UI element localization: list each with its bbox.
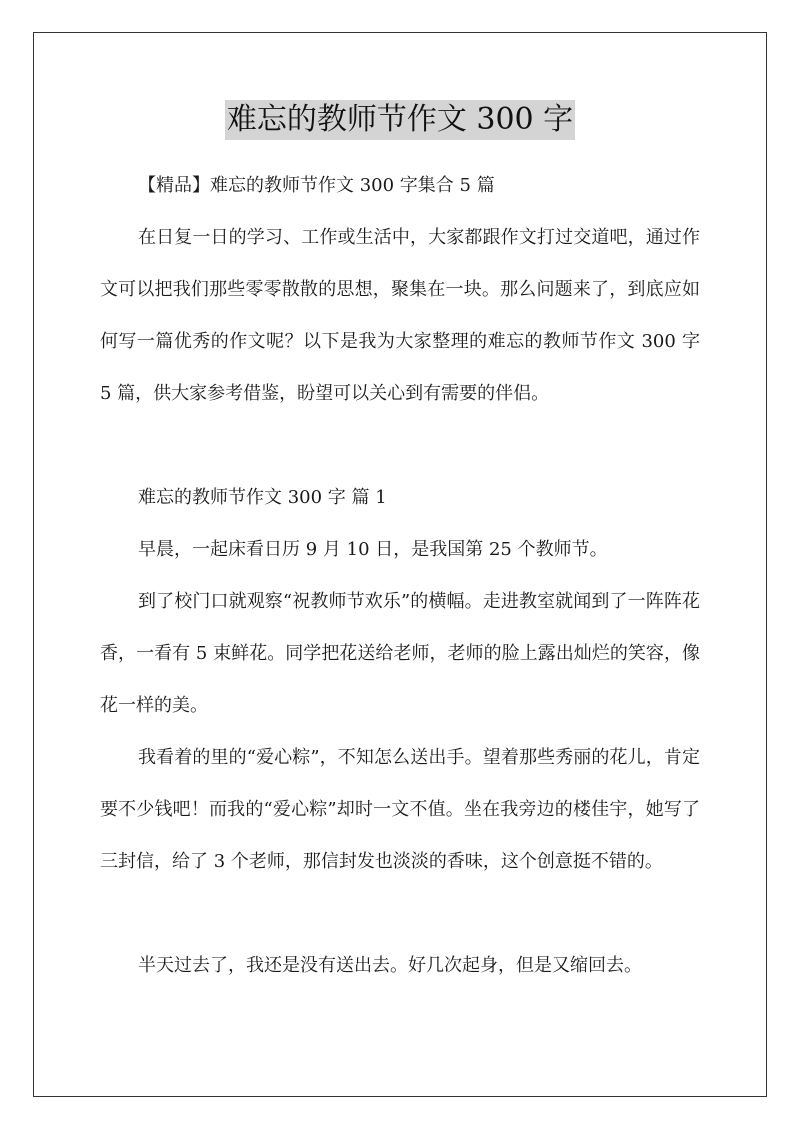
paragraph-4: 半天过去了，我还是没有送出去。好几次起身，但是又缩回去。 <box>138 955 642 976</box>
paragraph-3: 我看着的里的“爱心粽”，不知怎么送出手。望着那些秀丽的花儿，肯定要不少钱吧！而我的“爱心粽”却时一文不值。坐在我旁边的楼佳宇，她写了三封信，给了 3 个老师，那信封发也淡淡的香味，这个创意挺不错的。 <box>100 747 700 872</box>
section-heading: 难忘的教师节作文 300 字 篇 1 <box>138 487 387 508</box>
paragraph-1: 早晨，一起床看日历 9 月 10 日，是我国第 25 个教师节。 <box>138 539 608 560</box>
intro-paragraph: 在日复一日的学习、工作或生活中，大家都跟作文打过交道吧，通过作文可以把我们那些零零散散的思想，聚集在一块。那么问题来了，到底应如何写一篇优秀的作文呢？以下是我为大家整理的难忘的教师节作文 300 字 5 篇，供大家参考借鉴，盼望可以关心到有需要的伴侣。 <box>100 227 700 404</box>
page-title: 难忘的教师节作文 300 字 <box>225 100 575 140</box>
subtitle: 【精品】难忘的教师节作文 300 字集合 5 篇 <box>138 175 495 196</box>
title-container <box>0 100 800 140</box>
paragraph-2: 到了校门口就观察“祝教师节欢乐”的横幅。走进教室就闻到了一阵阵花香，一看有 5 束鲜花。同学把花送给老师，老师的脸上露出灿烂的笑容，像花一样的美。 <box>100 591 700 716</box>
